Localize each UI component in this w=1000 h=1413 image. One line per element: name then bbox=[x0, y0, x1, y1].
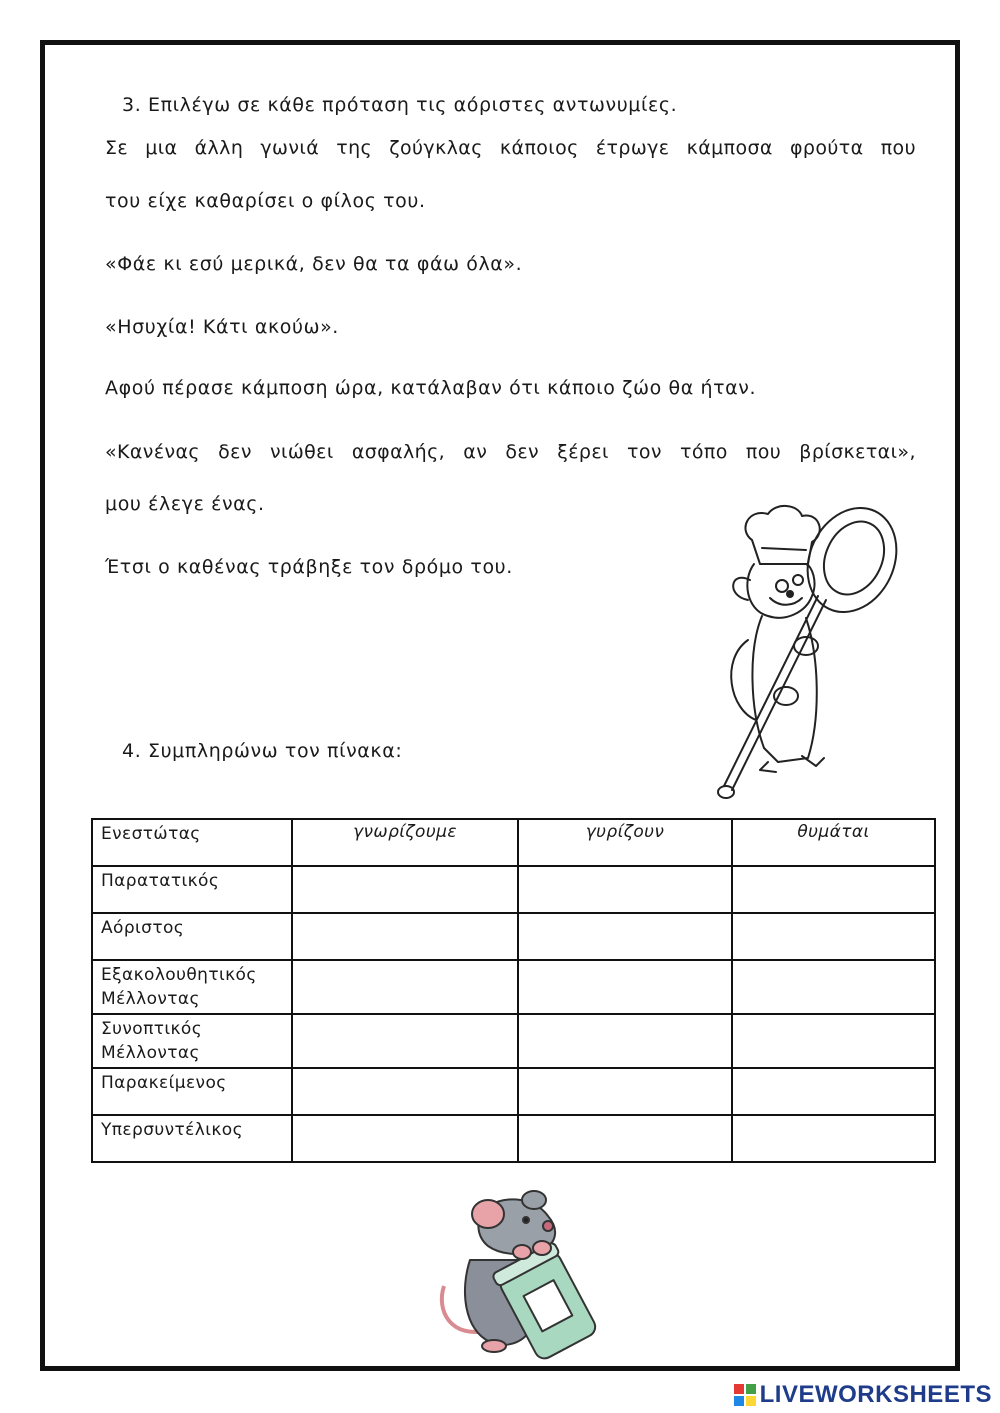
answer-cell[interactable] bbox=[292, 1014, 518, 1068]
tense-label-line: Παρακείμενος bbox=[101, 1073, 227, 1093]
tense-label bbox=[92, 960, 292, 1014]
table-row bbox=[92, 960, 935, 1014]
word: μια bbox=[145, 137, 178, 159]
tense-label bbox=[92, 1014, 292, 1068]
tense-label bbox=[92, 866, 292, 913]
answer-cell[interactable] bbox=[518, 913, 732, 960]
answer-cell[interactable] bbox=[518, 960, 732, 1014]
answer-cell[interactable] bbox=[732, 1014, 935, 1068]
verb-header: γυρίζουν bbox=[518, 819, 732, 866]
tense-label-line: Υπερσυντέλικος bbox=[101, 1120, 243, 1140]
word: κάμποσα bbox=[686, 137, 773, 159]
tense-label-line: Παρατατικός bbox=[101, 871, 220, 891]
tense-label-line: Αόριστος bbox=[101, 918, 185, 938]
answer-cell[interactable] bbox=[292, 1068, 518, 1115]
table-corner-label: Ενεστώτας bbox=[92, 819, 292, 866]
answer-cell[interactable] bbox=[732, 1115, 935, 1162]
word: αν bbox=[463, 441, 488, 463]
exercise-3-line-3: «Φάε κι εσύ μερικά, δεν θα τα φάω όλα». bbox=[105, 253, 523, 275]
word: γωνιά bbox=[260, 137, 320, 159]
answer-cell[interactable] bbox=[292, 866, 518, 913]
exercise-3-heading: 3. Επιλέγω σε κάθε πρόταση τις αόριστες αντωνυμίες. bbox=[122, 94, 678, 116]
word: άλλη bbox=[194, 137, 244, 159]
exercise-3-line-5: Αφού πέρασε κάμποση ώρα, κατάλαβαν ότι κάποιο ζώο θα ήταν. bbox=[105, 377, 757, 399]
exercise-3-line-4: «Ησυχία! Κάτι ακούω». bbox=[105, 316, 339, 338]
exercise-3-line-1 bbox=[105, 137, 916, 159]
tense-label bbox=[92, 913, 292, 960]
exercise-3-line-6 bbox=[105, 441, 916, 463]
answer-cell[interactable] bbox=[518, 1115, 732, 1162]
chef-rat-illustration bbox=[690, 500, 905, 810]
answer-cell[interactable] bbox=[292, 960, 518, 1014]
tense-label-line: Εξακολουθητικός bbox=[101, 965, 257, 985]
word: της bbox=[336, 137, 373, 159]
rat-with-jar-illustration bbox=[430, 1190, 610, 1360]
exercise-3-line-7: μου έλεγε ένας. bbox=[105, 493, 265, 515]
table-header-row bbox=[92, 819, 935, 866]
verb-header: γνωρίζουμε bbox=[292, 819, 518, 866]
tense-label-line: Συνοπτικός bbox=[101, 1019, 203, 1039]
answer-cell[interactable] bbox=[518, 1014, 732, 1068]
word: τόπο bbox=[680, 441, 728, 463]
tense-label-line: Μέλλοντας bbox=[101, 989, 200, 1009]
answer-cell[interactable] bbox=[518, 866, 732, 913]
tenses-table bbox=[91, 818, 936, 1163]
answer-cell[interactable] bbox=[732, 913, 935, 960]
table-row bbox=[92, 913, 935, 960]
tense-label bbox=[92, 1068, 292, 1115]
answer-cell[interactable] bbox=[292, 913, 518, 960]
answer-cell[interactable] bbox=[292, 1115, 518, 1162]
table-row bbox=[92, 866, 935, 913]
answer-cell[interactable] bbox=[732, 866, 935, 913]
exercise-3-line-2: του είχε καθαρίσει ο φίλος του. bbox=[105, 190, 426, 212]
word: ζούγκλας bbox=[389, 137, 483, 159]
answer-cell[interactable] bbox=[732, 960, 935, 1014]
liveworksheets-logo bbox=[734, 1381, 992, 1409]
tense-label bbox=[92, 1115, 292, 1162]
table-row bbox=[92, 1115, 935, 1162]
word: «Κανένας bbox=[105, 441, 200, 463]
word: φρούτα bbox=[790, 137, 864, 159]
table-row bbox=[92, 1014, 935, 1068]
exercise-4-heading: 4. Συμπληρώνω τον πίνακα: bbox=[122, 740, 403, 762]
word: έτρωγε bbox=[595, 137, 670, 159]
tense-label-line: Μέλλοντας bbox=[101, 1043, 200, 1063]
word: που bbox=[880, 137, 916, 159]
word: Σε bbox=[105, 137, 129, 159]
liveworksheets-logo-icon bbox=[734, 1384, 756, 1406]
liveworksheets-brand-text: LIVEWORKSHEETS bbox=[759, 1381, 992, 1408]
exercise-3-line-8: Έτσι ο καθένας τράβηξε τον δρόμο του. bbox=[105, 556, 513, 578]
word: δεν bbox=[218, 441, 252, 463]
word: κάποιος bbox=[499, 137, 579, 159]
word: ξέρει bbox=[557, 441, 609, 463]
verb-header: θυμάται bbox=[732, 819, 935, 866]
word: που bbox=[745, 441, 782, 463]
word: νιώθει bbox=[269, 441, 334, 463]
answer-cell[interactable] bbox=[518, 1068, 732, 1115]
word: βρίσκεται», bbox=[799, 441, 916, 463]
word: ασφαλής, bbox=[351, 441, 446, 463]
answer-cell[interactable] bbox=[732, 1068, 935, 1115]
table-row bbox=[92, 1068, 935, 1115]
word: τον bbox=[626, 441, 662, 463]
word: δεν bbox=[505, 441, 540, 463]
